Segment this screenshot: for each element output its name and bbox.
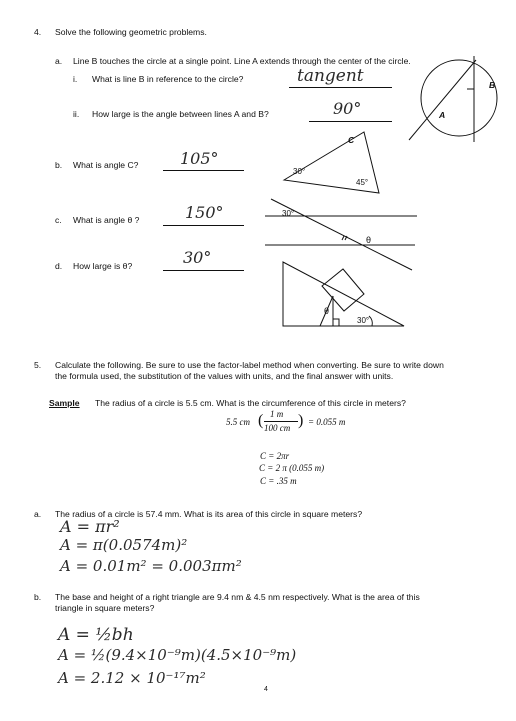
incline-angle-30: 30° <box>357 316 370 325</box>
q4d-text: How large is θ? <box>73 261 133 271</box>
q5-text-line1: Calculate the following. Be sure to use the factor-label method when converting. Be sure to write down <box>55 360 444 370</box>
q5b-text-line2: triangle in square meters? <box>55 603 155 613</box>
q5a-text: The radius of a circle is 57.4 mm. What is its area of this circle in square meters? <box>55 509 363 519</box>
q4c-letter: c. <box>55 215 62 225</box>
page-number: 4 <box>264 686 268 693</box>
q4a-i-text: What is line B in reference to the circle? <box>92 74 244 84</box>
label-angle-c: C <box>348 135 355 145</box>
paren-open: ( <box>258 412 264 429</box>
q5-text-line2: the formula used, the substitution of the values with units, and the final answer with units. <box>55 371 394 381</box>
label-line-b: B <box>489 80 496 90</box>
q5b-text-line1: The base and height of a right triangle are 9.4 nm & 4.5 nm respectively. What is the area of this <box>55 592 420 602</box>
sample-frac-den: 100 cm <box>264 423 291 433</box>
q5a-work3: A = 0.01m² = 0.003πm² <box>60 557 242 575</box>
q5b-work3: A = 2.12 × 10⁻¹⁷m² <box>58 669 206 687</box>
sample-eq3: C = .35 m <box>260 476 297 486</box>
q4a-letter: a. <box>55 56 63 66</box>
q4a-text: Line B touches the circle at a single point. Line A extends through the center of the circle. <box>73 56 411 66</box>
line-a <box>409 60 476 140</box>
q4b-letter: b. <box>55 160 63 170</box>
circle-figure <box>421 60 497 136</box>
q5a-letter: a. <box>34 509 42 519</box>
sample-eq2: C = 2 π (0.055 m) <box>259 463 325 473</box>
q4c-text: What is angle θ ? <box>73 215 140 225</box>
sample-conv-left: 5.5 cm <box>226 417 250 427</box>
label-line-a: A <box>439 110 446 120</box>
angle-arc <box>369 316 372 326</box>
sample-text: The radius of a circle is 5.5 cm. What is the circumference of this circle in meters? <box>95 398 406 408</box>
q4b-answer: 105° <box>180 149 219 168</box>
q4-number: 4. <box>34 27 42 37</box>
sample-eq1: C = 2πr <box>260 451 290 461</box>
q4a-i-num: i. <box>73 74 78 84</box>
q4d-answer: 30° <box>183 248 212 267</box>
triangle-angle-45: 45° <box>356 178 369 187</box>
incline-theta: θ <box>324 306 330 316</box>
parallel-marks <box>342 236 347 240</box>
fraction-bar <box>264 421 298 422</box>
q5b-work1: A = ½bh <box>58 625 134 645</box>
incline-triangle <box>283 262 404 326</box>
box-on-incline <box>322 269 364 311</box>
q4a-ii-answer: 90° <box>333 99 362 118</box>
q5a-work2: A = π(0.0574m)² <box>60 536 188 554</box>
q5b-work2: A = ½(9.4×10⁻⁹m)(4.5×10⁻⁹m) <box>58 646 297 664</box>
sample-conv-right: = 0.055 m <box>308 417 346 427</box>
q5a-work1: A = πr² <box>60 517 120 536</box>
q4a-i-answer: tangent <box>297 66 364 86</box>
q4a-ii-text: How large is the angle between lines A and B? <box>92 109 269 119</box>
parallel-theta: θ <box>366 235 372 245</box>
q4b-text: What is angle C? <box>73 160 139 170</box>
q4c-answer: 150° <box>185 203 224 222</box>
paren-close: ) <box>298 412 304 429</box>
parallel-angle-30: 30° <box>282 209 295 218</box>
q4-intro: Solve the following geometric problems. <box>55 27 207 37</box>
q5b-letter: b. <box>34 592 42 602</box>
sample-label: Sample <box>49 398 80 408</box>
right-angle-mark <box>333 319 339 326</box>
q4d-letter: d. <box>55 261 63 271</box>
sample-frac-num: 1 m <box>270 409 284 419</box>
q4a-ii-num: ii. <box>73 109 80 119</box>
right-angle-mark <box>467 89 474 98</box>
triangle-angle-30: 30° <box>293 167 306 176</box>
q5-number: 5. <box>34 360 42 370</box>
